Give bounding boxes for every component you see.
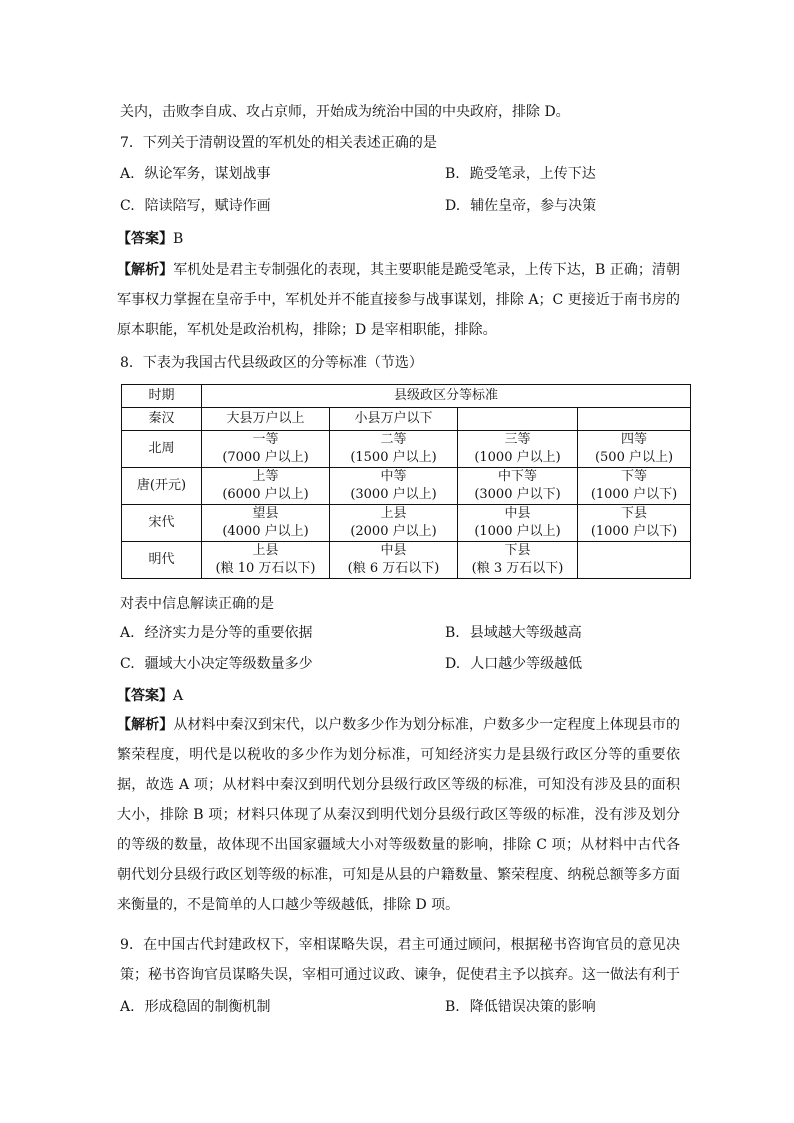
option-key: A. bbox=[120, 625, 135, 641]
period-cell: 秦汉 bbox=[122, 408, 202, 431]
question-9-stem: 9．在中国古代封建政权下，宰相谋略失误，君主可通过顾问，根据秘书咨询官员的意见决策；秘书咨询官员谋略失误，宰相可通过议政、谏争，促使君主予以摈弃。这一做法有利于 bbox=[120, 937, 680, 983]
tier-cell: 中等 (3000 户以上) bbox=[330, 468, 458, 505]
option-text: 纵论军务，谋划战事 bbox=[144, 166, 271, 182]
option-key: C. bbox=[120, 198, 135, 214]
tier-cell: 上县 (粮 10 万石以下) bbox=[202, 542, 330, 579]
option-text: 陪读陪写，赋诗作画 bbox=[144, 198, 271, 214]
question-8-prompt: 对表中信息解读正确的是 bbox=[120, 596, 274, 612]
option-text: 形成稳固的制衡机制 bbox=[144, 999, 271, 1015]
header-period: 时期 bbox=[122, 385, 202, 408]
q7-option-d[interactable] bbox=[445, 195, 596, 217]
tier-cell: 下等 (1000 户以下) bbox=[578, 468, 691, 505]
option-key: B. bbox=[445, 999, 460, 1015]
tier-cell: 一等 (7000 户以上) bbox=[202, 431, 330, 468]
tier-cell: 上等 (6000 户以上) bbox=[202, 468, 330, 505]
option-key: C. bbox=[120, 656, 135, 672]
q8-option-a[interactable] bbox=[120, 622, 313, 644]
tier-cell: 下县 (粮 3 万石以下) bbox=[458, 542, 578, 579]
table-row bbox=[122, 468, 691, 505]
header-standard: 县级政区分等标准 bbox=[202, 385, 691, 408]
tier-cell: 小县万户以下 bbox=[330, 408, 458, 431]
tier-cell: 下县 (1000 户以下) bbox=[578, 505, 691, 542]
option-key: A. bbox=[120, 166, 135, 182]
option-text: 县域越大等级越高 bbox=[469, 625, 582, 641]
option-key: A. bbox=[120, 999, 135, 1015]
table-row bbox=[122, 408, 691, 431]
tier-cell-empty bbox=[578, 408, 691, 431]
option-text: 疆域大小决定等级数量多少 bbox=[144, 656, 313, 672]
q7-option-a[interactable] bbox=[120, 163, 271, 185]
tier-cell-empty bbox=[458, 408, 578, 431]
period-cell: 明代 bbox=[122, 542, 202, 579]
table-header-row bbox=[122, 385, 691, 408]
tier-cell: 中县 (1000 户以上) bbox=[458, 505, 578, 542]
option-text: 经济实力是分等的重要依据 bbox=[144, 625, 313, 641]
option-key: D. bbox=[445, 656, 461, 672]
q9-option-b[interactable] bbox=[445, 996, 596, 1018]
question-8-stem: 8．下表为我国古代县级政区的分等标准（节选） bbox=[120, 355, 423, 371]
county-tier-table bbox=[121, 384, 691, 579]
option-key: B. bbox=[445, 166, 460, 182]
tier-cell: 中下等 (3000 户以下) bbox=[458, 468, 578, 505]
q7-answer bbox=[117, 228, 183, 250]
tier-cell: 三等 (1000 户以上) bbox=[458, 431, 578, 468]
tier-cell: 中县 (粮 6 万石以下) bbox=[330, 542, 458, 579]
q8-answer bbox=[117, 685, 183, 707]
answer-label: 【答案】 bbox=[117, 231, 173, 247]
tier-cell: 二等 (1500 户以上) bbox=[330, 431, 458, 468]
table-row bbox=[122, 542, 691, 579]
q8-option-d[interactable] bbox=[445, 653, 582, 675]
q9-option-a[interactable] bbox=[120, 996, 271, 1018]
tier-cell: 大县万户以上 bbox=[202, 408, 330, 431]
q7-option-c[interactable] bbox=[120, 195, 271, 217]
option-key: B. bbox=[445, 625, 460, 641]
tier-cell: 四等 (500 户以上) bbox=[578, 431, 691, 468]
option-key: D. bbox=[445, 198, 461, 214]
option-text: 降低错误决策的影响 bbox=[469, 999, 596, 1015]
analysis-label: 【解析】 bbox=[117, 717, 174, 733]
tier-cell-empty bbox=[578, 542, 691, 579]
q7-analysis bbox=[117, 255, 680, 345]
answer-value: A bbox=[173, 688, 184, 704]
q8-analysis bbox=[117, 710, 680, 920]
answer-label: 【答案】 bbox=[117, 688, 173, 704]
analysis-label: 【解析】 bbox=[117, 262, 174, 278]
q7-option-b[interactable] bbox=[445, 163, 596, 185]
table-row bbox=[122, 431, 691, 468]
option-text: 人口越少等级越低 bbox=[470, 656, 583, 672]
continued-analysis-text: 关内，击败李自成、攻占京师，开始成为统治中国的中央政府，排除 D。 bbox=[120, 104, 570, 120]
table-row bbox=[122, 505, 691, 542]
period-cell: 唐(开元) bbox=[122, 468, 202, 505]
answer-value: B bbox=[173, 231, 184, 247]
period-cell: 北周 bbox=[122, 431, 202, 468]
tier-cell: 上县 (2000 户以上) bbox=[330, 505, 458, 542]
analysis-text: 军机处是君主专制强化的表现，其主要职能是跪受笔录，上传下达，B 正确；清朝军事权力掌握在皇帝手中，军机处并不能直接参与战事谋划，排除 A；C 更接近于南书房的原本职能，军机处是政治机构，排除；D 是宰相职能，排除。 bbox=[117, 262, 680, 338]
question-7-stem: 7．下列关于清朝设置的军机处的相关表述正确的是 bbox=[120, 135, 437, 151]
tier-cell: 望县 (4000 户以上) bbox=[202, 505, 330, 542]
option-text: 辅佐皇帝，参与决策 bbox=[470, 198, 597, 214]
option-text: 跪受笔录，上传下达 bbox=[469, 166, 596, 182]
analysis-text: 从材料中秦汉到宋代，以户数多少作为划分标准，户数多少一定程度上体现县市的繁荣程度，明代是以税收的多少作为划分标准，可知经济实力是县级行政区分等的重要依据，故选 A 项；从材料中秦汉到明代划分县级行政区等级的标准，可知没有涉及县的面积大小，排除 B 项；材料只体现了从秦汉到明代划分县级行政区等级的标准，没有涉及划分的等级的数量，故体现不出国家疆域大小对等级数量的影响，排除 C 项；从材料中古代各朝代划分县级行政区划等级的标准，可知是从县的户籍数量、繁荣程度、纳税总额等多方面来衡量的，不是简单的人口越少等级越低，排除 D 项。 bbox=[117, 717, 681, 913]
period-cell: 宋代 bbox=[122, 505, 202, 542]
q8-option-b[interactable] bbox=[445, 622, 582, 644]
q8-option-c[interactable] bbox=[120, 653, 313, 675]
